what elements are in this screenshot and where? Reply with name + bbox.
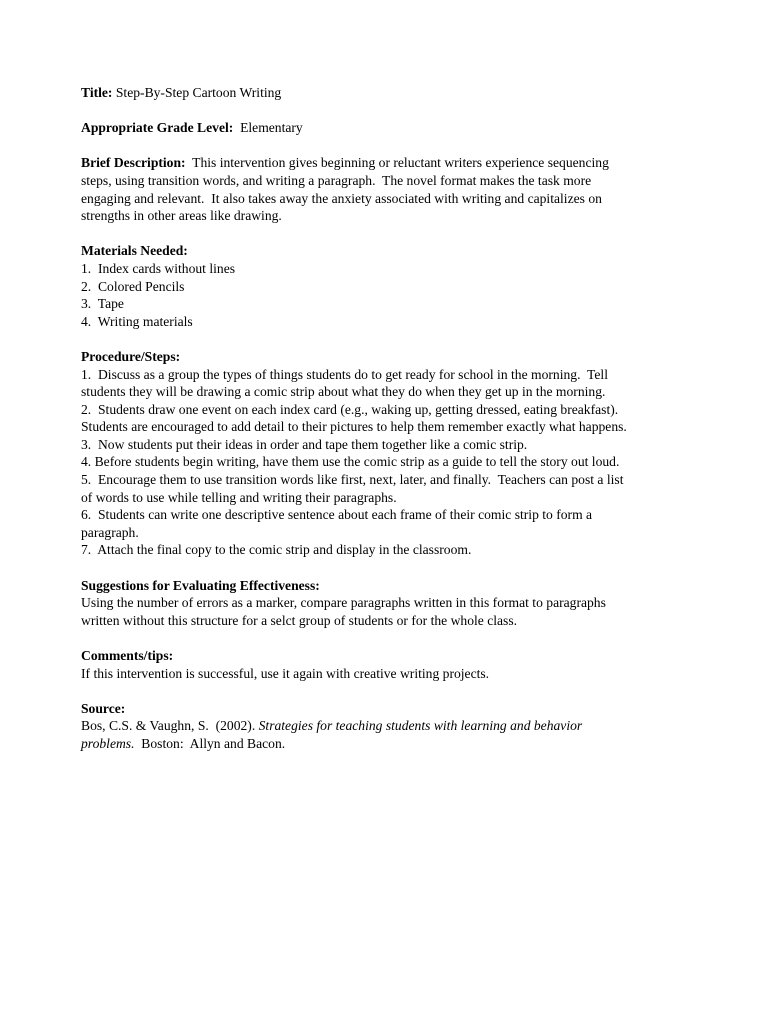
comments-line: If this intervention is successful, use it again with creative writing projects. — [81, 665, 490, 681]
procedure-section — [81, 348, 691, 559]
grade-section — [81, 119, 691, 137]
title-label: Title: — [81, 85, 113, 100]
procedure-heading: Procedure/Steps: — [81, 348, 181, 364]
procedure-line: 1. Discuss as a group the types of things students do to get ready for school in the morning. Tell — [81, 366, 608, 382]
document-page — [81, 84, 691, 753]
materials-section — [81, 242, 691, 330]
materials-item: 2. Colored Pencils — [81, 278, 185, 294]
procedure-line: of words to use while telling and writing their paragraphs. — [81, 489, 397, 505]
evaluation-heading: Suggestions for Evaluating Effectiveness: — [81, 577, 320, 593]
procedure-line: 2. Students draw one event on each index card (e.g., waking up, getting dressed, eating breakfast). — [81, 401, 619, 417]
source-section — [81, 700, 691, 753]
description-line: strengths in other areas like drawing. — [81, 208, 282, 224]
title-section — [81, 84, 691, 102]
materials-item: 4. Writing materials — [81, 313, 193, 329]
citation-book-title: Strategies for teaching students with learning and behavior — [258, 718, 583, 734]
materials-heading: Materials Needed: — [81, 243, 188, 259]
procedure-line: students they will be drawing a comic strip about what they do when they get up in the morning. — [81, 384, 606, 400]
comments-heading: Comments/tips: — [81, 648, 174, 663]
procedure-line: 7. Attach the final copy to the comic strip and display in the classroom. — [81, 542, 472, 558]
evaluation-line: written without this structure for a selct group of students or for the whole class. — [81, 612, 518, 628]
grade-value: Elementary — [240, 120, 303, 136]
procedure-line: 6. Students can write one descriptive sentence about each frame of their comic strip to form a — [81, 507, 593, 523]
procedure-line: Students are encouraged to add detail to their pictures to help them remember exactly what happens. — [81, 419, 627, 435]
description-line: steps, using transition words, and writing a paragraph. The novel format makes the task more — [81, 172, 592, 188]
grade-label: Appropriate Grade Level: — [81, 120, 234, 136]
description-line: engaging and relevant. It also takes away the anxiety associated with writing and capitalizes on — [81, 190, 602, 206]
description-label: Brief Description: — [81, 155, 186, 171]
description-section — [81, 154, 691, 224]
evaluation-line: Using the number of errors as a marker, compare paragraphs written in this format to paragraphs — [81, 595, 606, 611]
citation-publisher: Boston: Allyn and Bacon. — [134, 735, 286, 751]
comments-section — [81, 647, 691, 682]
procedure-line: 4. Before students begin writing, have them use the comic strip as a guide to tell the story out loud. — [81, 454, 620, 470]
source-heading: Source: — [81, 700, 126, 716]
description-line: This intervention gives beginning or reluctant writers experience sequencing — [192, 155, 609, 171]
procedure-line: 3. Now students put their ideas in order and tape them together like a comic strip. — [81, 436, 528, 452]
materials-item: 3. Tape — [81, 296, 124, 312]
procedure-line: 5. Encourage them to use transition words like first, next, later, and finally. Teachers can post a list — [81, 472, 624, 488]
citation-authors: Bos, C.S. & Vaughn, S. (2002). — [81, 718, 259, 734]
procedure-line: paragraph. — [81, 524, 139, 540]
evaluation-section — [81, 577, 691, 630]
citation-book-title: problems. — [81, 735, 135, 751]
title-value: Step-By-Step Cartoon Writing — [115, 85, 282, 100]
materials-item: 1. Index cards without lines — [81, 260, 236, 276]
